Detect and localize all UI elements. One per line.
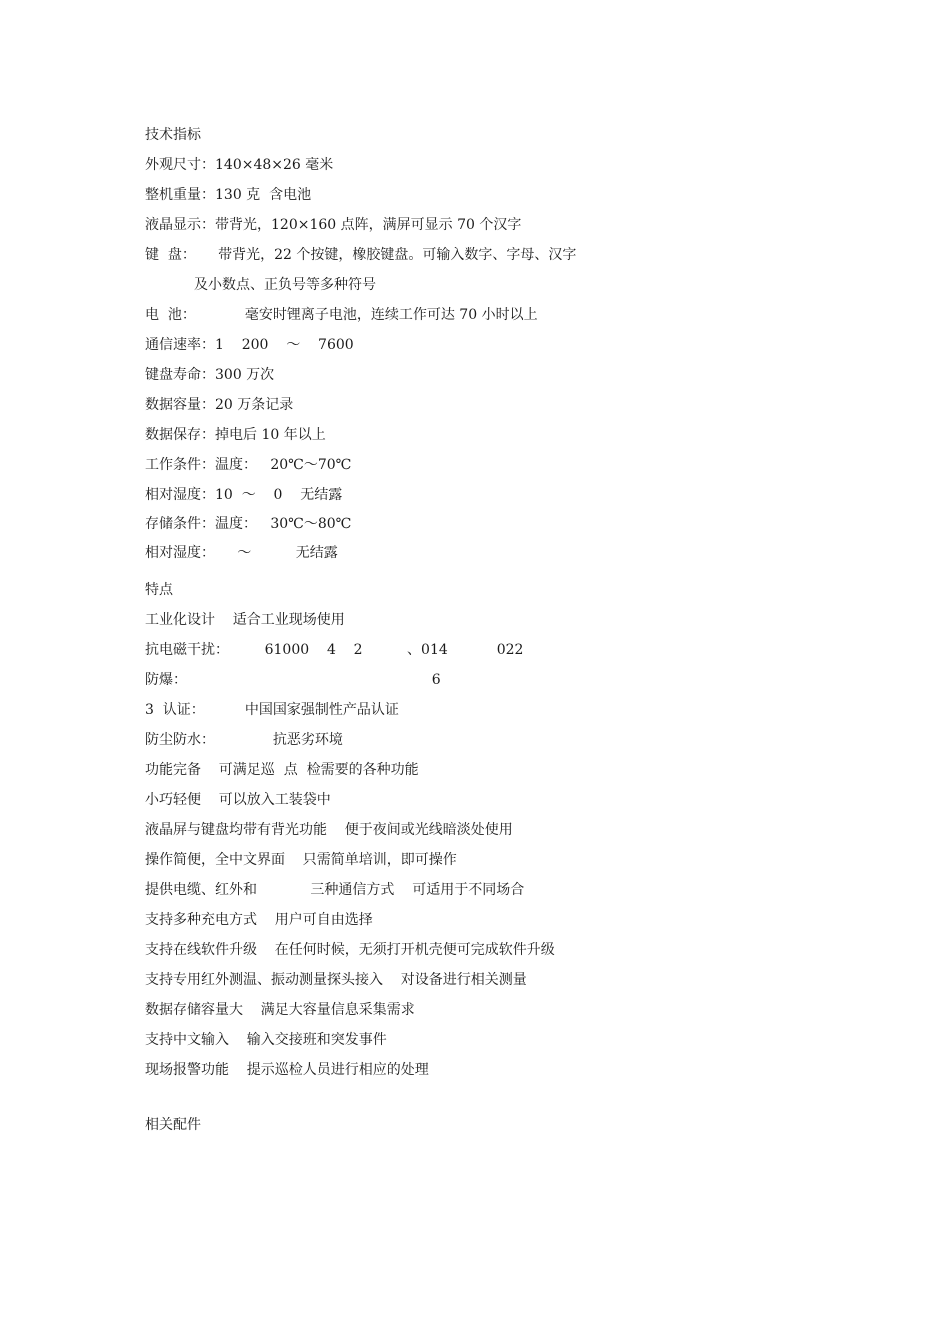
feature-line: 功能完备 可满足巡 点 检需要的各种功能	[145, 762, 419, 778]
feature-line: 支持专用红外测温、振动测量探头接入 对设备进行相关测量	[145, 972, 527, 988]
features-heading: 特点	[145, 582, 173, 598]
feature-line: 提供电缆、红外和 三种通信方式 可适用于不同场合	[145, 882, 525, 898]
spec-line: 液晶显示：带背光，120×160 点阵，满屏可显示 70 个汉字	[145, 217, 522, 233]
feature-line: 支持中文输入 输入交接班和突发事件	[145, 1032, 387, 1048]
spec-line: 存储条件：温度： 30℃～80℃	[145, 516, 352, 532]
spec-line: 整机重量：130 克 含电池	[145, 187, 312, 203]
feature-line: 抗电磁干扰： 61000 4 2 、014 022	[145, 642, 524, 658]
feature-line: 数据存储容量大 满足大容量信息采集需求	[145, 1002, 415, 1018]
spec-line: 通信速率：1 200 ～ 7600	[145, 337, 354, 353]
spec-line: 相对湿度：10 ～ 0 无结露	[145, 487, 343, 503]
feature-line: 支持多种充电方式 用户可自由选择	[145, 912, 373, 928]
spec-line: 数据保存：掉电后 10 年以上	[145, 427, 326, 443]
feature-line: 工业化设计 适合工业现场使用	[145, 612, 345, 628]
spec-line: 键盘寿命：300 万次	[145, 367, 275, 383]
spec-line: 工作条件：温度： 20℃～70℃	[145, 457, 352, 473]
spec-line: 相对湿度： ～ 无结露	[145, 545, 338, 561]
feature-line: 液晶屏与键盘均带有背光功能 便于夜间或光线暗淡处使用	[145, 822, 513, 838]
feature-line: 支持在线软件升级 在任何时候，无须打开机壳便可完成软件升级	[145, 942, 555, 958]
spec-line: 外观尺寸：140×48×26 毫米	[145, 157, 334, 173]
feature-line: 防爆： 6	[145, 672, 441, 688]
spec-line: 数据容量：20 万条记录	[145, 397, 294, 413]
feature-line: 操作简便，全中文界面 只需简单培训，即可操作	[145, 852, 457, 868]
spec-line: 电 池： 毫安时锂离子电池，连续工作可达 70 小时以上	[145, 307, 538, 323]
spec-line: 键 盘： 带背光，22 个按键，橡胶键盘。可输入数字、字母、汉字	[145, 247, 577, 263]
spec-line: 及小数点、正负号等多种符号	[145, 277, 376, 293]
specs-heading: 技术指标	[145, 127, 201, 143]
feature-line: 现场报警功能 提示巡检人员进行相应的处理	[145, 1062, 429, 1078]
feature-line: 小巧轻便 可以放入工装袋中	[145, 792, 331, 808]
feature-line: 3 认证： 中国国家强制性产品认证	[145, 702, 399, 718]
accessories-heading: 相关配件	[145, 1117, 201, 1133]
feature-line: 防尘防水： 抗恶劣环境	[145, 732, 343, 748]
